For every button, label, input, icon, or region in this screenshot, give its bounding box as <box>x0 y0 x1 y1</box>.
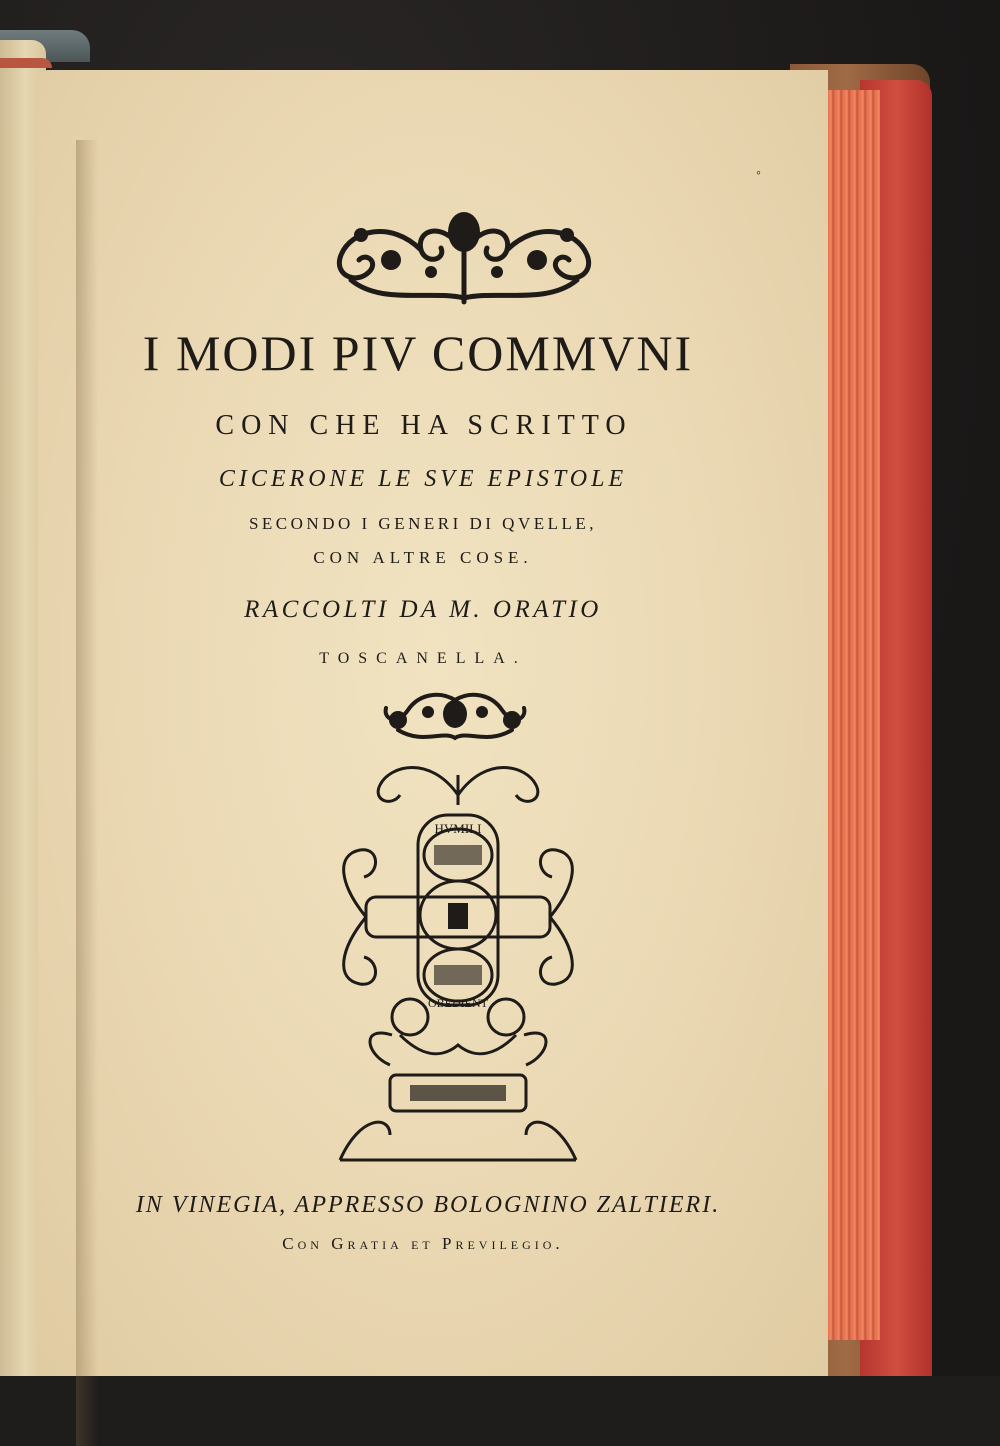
device-motto-top: HVMILI <box>434 821 482 836</box>
imprint-line: IN VINEGIA, APPRESSO BOLOGNINO ZALTIERI. <box>135 1192 721 1218</box>
privilege-line: Con Gratia et Previlegio. <box>282 1234 564 1253</box>
printers-device-woodcut <box>330 755 586 1163</box>
signature-mark: ◦ <box>756 166 761 181</box>
subtitle-line-1: CON CHE HA SCRITTO <box>215 410 633 441</box>
device-motto-bottom: OBEDIENT <box>428 996 488 1010</box>
page-block-red-edges <box>820 90 880 1340</box>
middle-floral-ornament <box>378 690 532 746</box>
top-floral-ornament <box>321 210 607 306</box>
title-page <box>38 70 828 1376</box>
author-line: RACCOLTI DA M. ORATIO <box>244 596 602 623</box>
left-page-red-edge <box>0 58 52 68</box>
subtitle-line-4: CON ALTRE COSE. <box>313 548 533 567</box>
subtitle-line-2: CICERONE LE SVE EPISTOLE <box>218 466 628 492</box>
author-surname: TOSCANELLA. <box>319 650 527 667</box>
subtitle-line-3: SECONDO I GENERI DI QVELLE, <box>248 514 598 533</box>
book-title: I MODI PIV COMMVNI <box>142 325 694 381</box>
